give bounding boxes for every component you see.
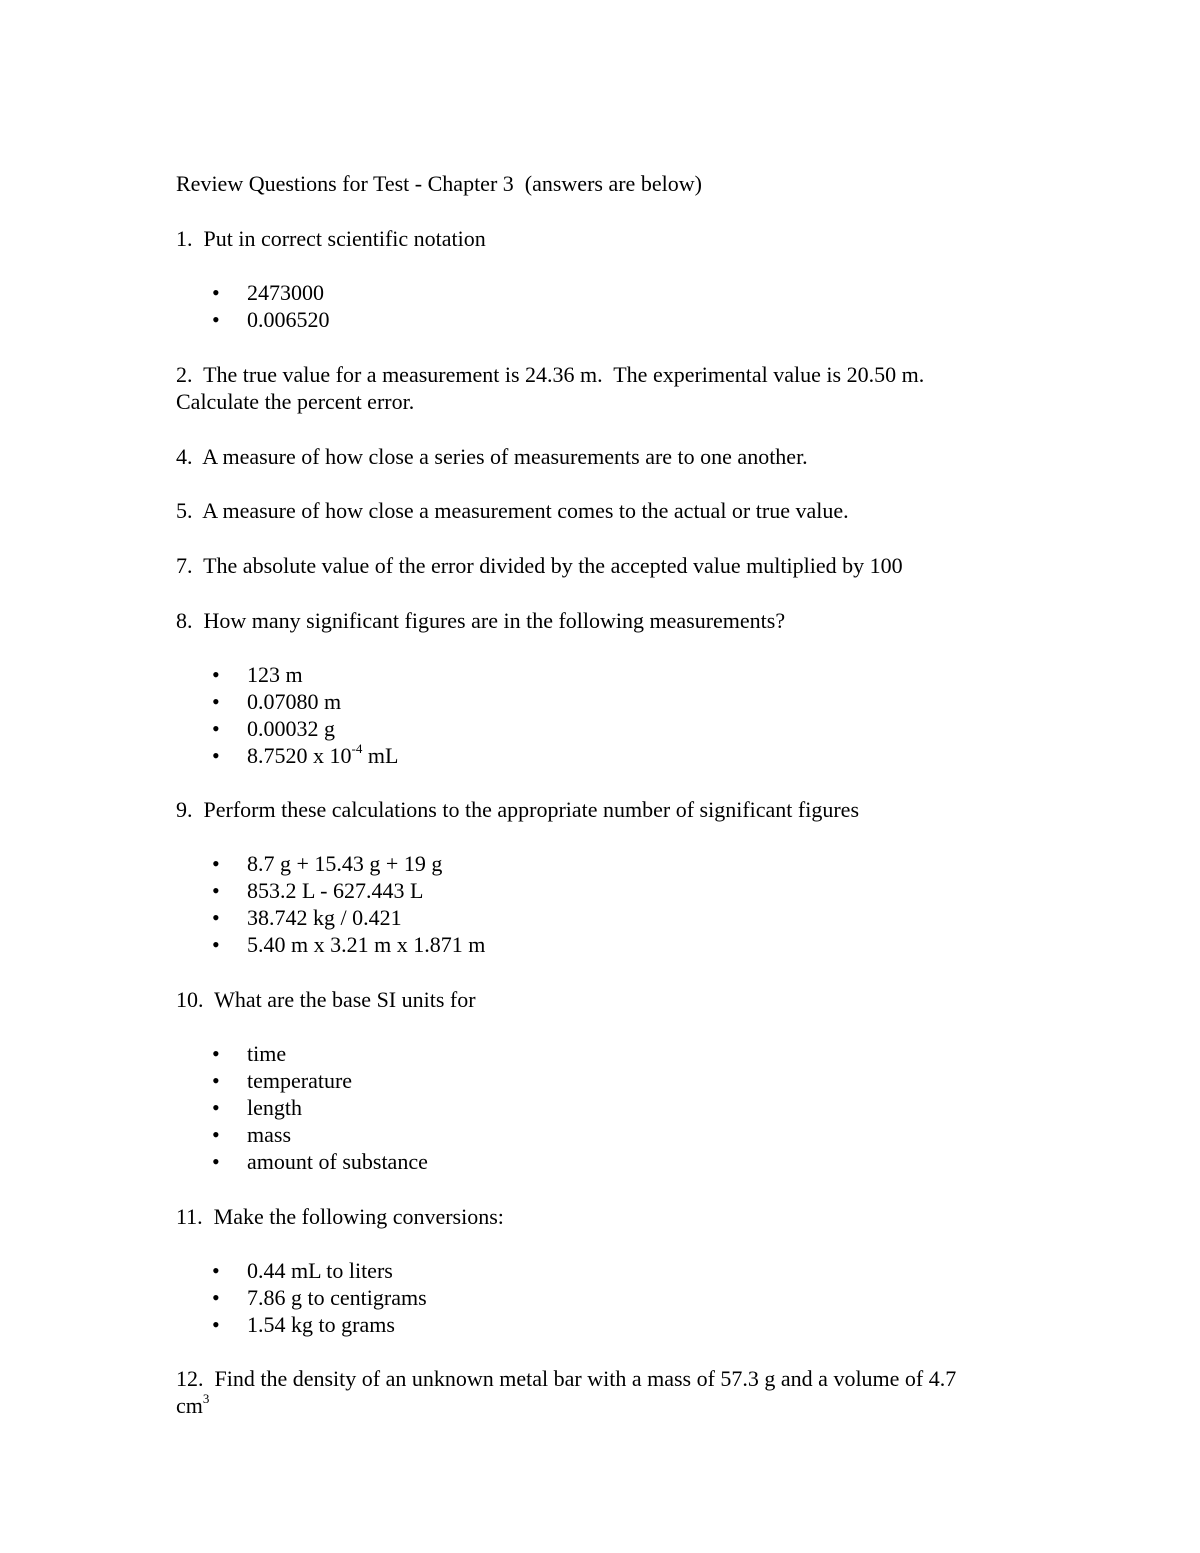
exponent: -4 [351, 740, 363, 756]
list-item: • 2473000 [212, 280, 324, 305]
list-item: • 5.40 m x 3.21 m x 1.871 m [212, 932, 486, 957]
question-7 [176, 552, 1036, 579]
bullet-icon: • [212, 851, 220, 876]
question-1-text: 1. Put in correct scientific notation [176, 226, 486, 251]
list-item: • 0.006520 [212, 307, 330, 332]
question-10-list [176, 1040, 1036, 1175]
document-page [176, 170, 1036, 1419]
bullet-icon: • [212, 1285, 220, 1310]
list-item: • 38.742 kg / 0.421 [212, 905, 402, 930]
question-12-line-2: $cm^3$ [176, 1390, 210, 1418]
bullet-icon: • [212, 1095, 220, 1120]
question-12 [176, 1365, 1036, 1419]
list-item: • temperature [212, 1068, 353, 1093]
question-2-line-1: 2. The true value for a measurement is 24.36 m. The experimental value is 20.50 m. [176, 362, 925, 387]
question-8-text: 8. How many significant figures are in the following measurements? [176, 608, 786, 633]
list-item: • 0.44 mL to liters [212, 1258, 393, 1283]
list-item: • mass [212, 1122, 291, 1147]
list-item: • 8.7520 x $10^{-4}$ mL [212, 740, 399, 768]
list-item: • 0.07080 m [212, 689, 342, 714]
list-item: • 8.7 g + 15.43 g + 19 g [212, 851, 443, 876]
bullet-icon: • [212, 743, 220, 768]
question-11 [176, 1203, 1036, 1338]
question-4 [176, 443, 1036, 470]
question-1-list [176, 279, 1036, 333]
list-item: • amount of substance [212, 1149, 428, 1174]
bullet-icon: • [212, 716, 220, 741]
bullet-icon: • [212, 1258, 220, 1283]
question-8-list [176, 661, 1036, 769]
bullet-icon: • [212, 932, 220, 957]
bullet-icon: • [212, 307, 220, 332]
exponent: 3 [202, 1390, 210, 1406]
question-9-text: 9. Perform these calculations to the appropriate number of significant figures [176, 797, 860, 822]
question-11-list [176, 1257, 1036, 1338]
list-item: • 123 m [212, 662, 303, 687]
bullet-icon: • [212, 1149, 220, 1174]
question-1 [176, 225, 1036, 333]
list-item: • time [212, 1041, 287, 1066]
list-item: • 7.86 g to centigrams [212, 1285, 427, 1310]
bullet-icon: • [212, 689, 220, 714]
document-title: Review Questions for Test - Chapter 3 (answers are below) [176, 171, 702, 196]
question-2 [176, 361, 1036, 415]
question-9 [176, 796, 1036, 958]
bullet-icon: • [212, 1122, 220, 1147]
list-item: • 0.00032 g [212, 716, 335, 741]
question-8 [176, 607, 1036, 769]
question-7-text: 7. The absolute value of the error divided by the accepted value multiplied by 100 [176, 553, 903, 578]
question-5 [176, 497, 1036, 524]
list-item: • 853.2 L - 627.443 L [212, 878, 424, 903]
question-4-text: 4. A measure of how close a series of measurements are to one another. [176, 444, 808, 469]
bullet-icon: • [212, 1068, 220, 1093]
bullet-icon: • [212, 662, 220, 687]
question-10 [176, 986, 1036, 1175]
bullet-icon: • [212, 905, 220, 930]
list-item: • 1.54 kg to grams [212, 1312, 395, 1337]
question-9-list [176, 850, 1036, 958]
bullet-icon: • [212, 878, 220, 903]
bullet-icon: • [212, 1312, 220, 1337]
question-11-text: 11. Make the following conversions: [176, 1204, 504, 1229]
bullet-icon: • [212, 280, 220, 305]
question-2-line-2: Calculate the percent error. [176, 389, 415, 414]
question-10-text: 10. What are the base SI units for [176, 987, 476, 1012]
question-5-text: 5. A measure of how close a measurement comes to the actual or true value. [176, 498, 849, 523]
question-12-line-1: 12. Find the density of an unknown metal bar with a mass of 57.3 g and a volume of 4.7 [176, 1366, 957, 1391]
list-item: • length [212, 1095, 302, 1120]
bullet-icon: • [212, 1041, 220, 1066]
